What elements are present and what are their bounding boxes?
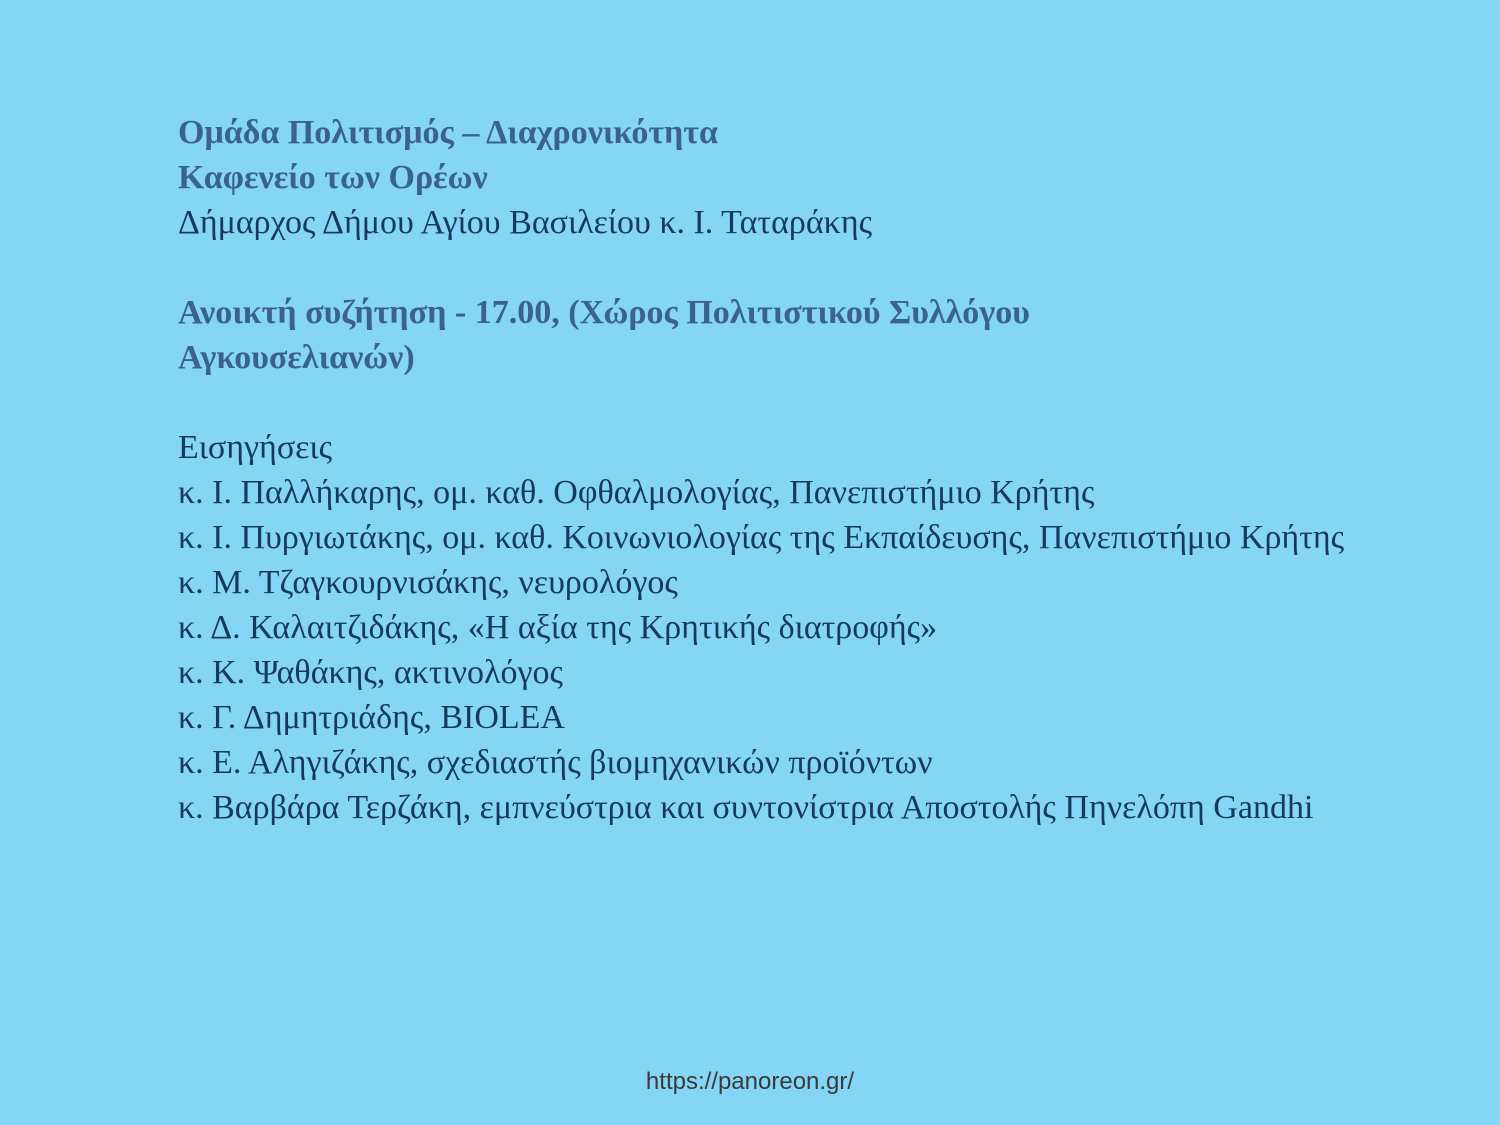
speakers-list — [178, 425, 1368, 830]
announcement-text-block — [178, 110, 1368, 830]
speakers-list-heading: Εισηγήσεις — [178, 429, 333, 466]
speaker-item: κ. Μ. Τζαγκουρνισάκης, νευρολόγος — [178, 564, 678, 601]
open-discussion-heading: Ανοικτή συζήτηση - 17.00, (Χώρος Πολιτιστικού Συλλόγου Αγκουσελιανών) — [178, 294, 1030, 376]
speaker-item: κ. Ε. Αληγιζάκης, σχεδιαστής βιομηχανικών προϊόντων — [178, 744, 933, 781]
speaker-item: κ. Κ. Ψαθάκης, ακτινολόγος — [178, 654, 563, 691]
group-title: Ομάδα Πολιτισμός – Διαχρονικότητα — [178, 114, 718, 151]
source-url-caption: https://panoreon.gr/ — [645, 1068, 855, 1095]
speaker-item: κ. Γ. Δημητριάδης, BIOLEA — [178, 699, 565, 736]
venue-title: Καφενείο των Ορέων — [178, 159, 488, 196]
speaker-item: κ. Δ. Καλαιτζιδάκης, «Η αξία της Κρητικής διατροφής» — [178, 609, 938, 646]
speaker-item: κ. Ι. Παλλήκαρης, ομ. καθ. Οφθαλμολογίας, Πανεπιστήμιο Κρήτης — [178, 474, 1095, 511]
mayor-line: Δήμαρχος Δήμου Αγίου Βασιλείου κ. Ι. Ταταράκης — [178, 204, 873, 241]
speaker-item: κ. Βαρβάρα Τερζάκη, εμπνεύστρια και συντονίστρια Αποστολής Πηνελόπη Gandhi — [178, 789, 1314, 826]
speaker-item: κ. Ι. Πυργιωτάκης, ομ. καθ. Κοινωνιολογίας της Εκπαίδευσης, Πανεπιστήμιο Κρήτης — [178, 519, 1345, 556]
